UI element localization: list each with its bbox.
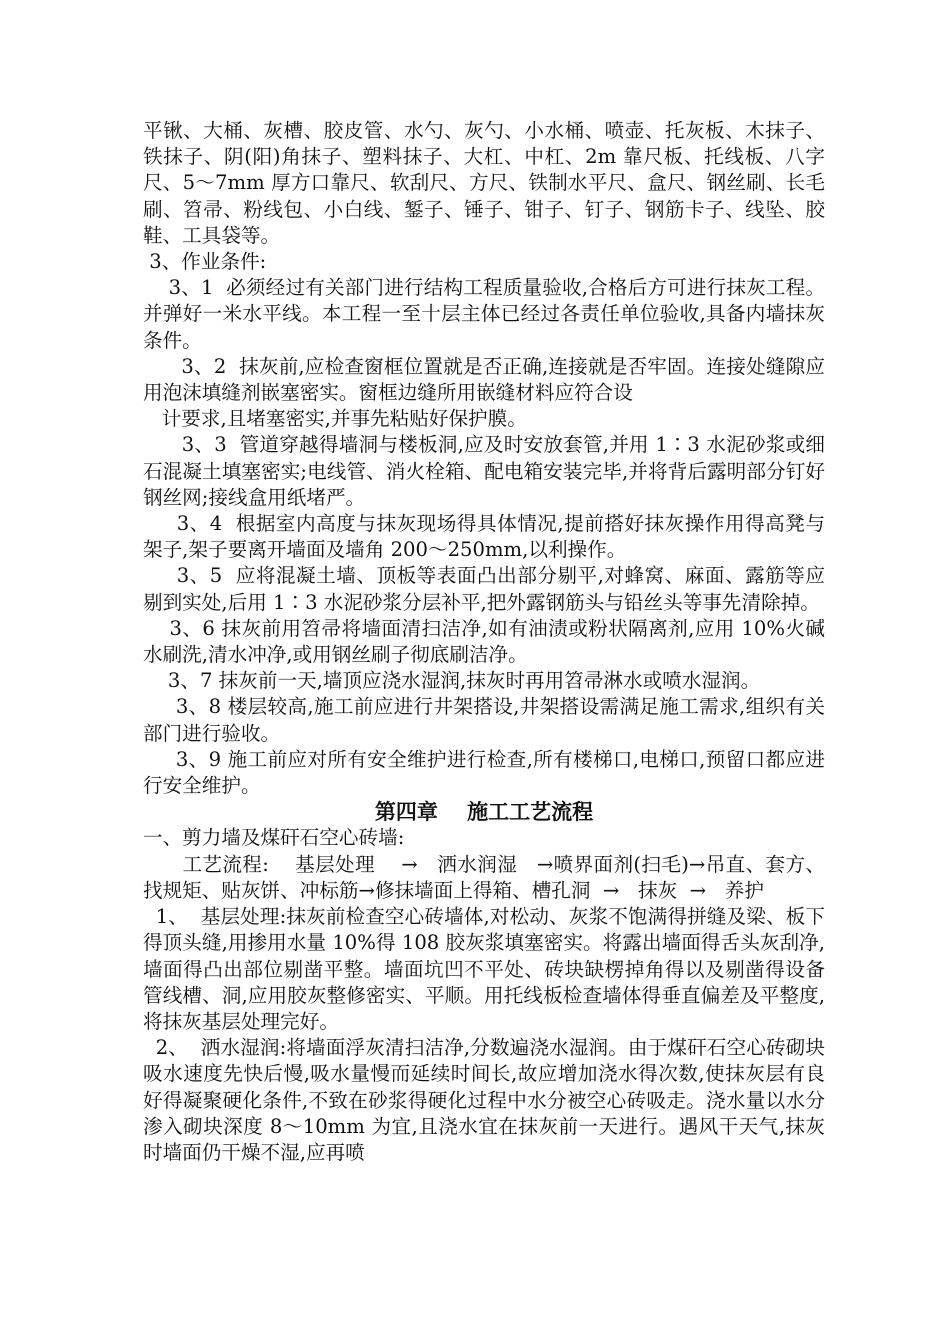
item-3-6: 3、6 抹灰前用笤帚将墙面清扫洁净,如有油渍或粉状隔离剂,应用 10%火碱水刷洗,清水冲净,或用钢丝刷子彻底刷洁净。 <box>143 616 825 667</box>
chapter-4-heading: 第四章 施工工艺流程 <box>374 799 594 825</box>
item-3-9: 3、9 施工前应对所有安全维护进行检查,所有楼梯口,电梯口,预留口都应进行安全维护。 <box>143 747 825 798</box>
item-3-5: 3、5 应将混凝土墙、顶板等表面凸出部分剔平,对蜂窝、麻面、露筋等应剔到实处,后用 1∶3 水泥砂浆分层补平,把外露钢筋头与铅丝头等事先清除掉。 <box>143 564 825 614</box>
tools-paragraph: 平锹、大桶、灰槽、胶皮管、水勺、灰勺、小水桶、喷壶、托灰板、木抹子、铁抹子、阴(阳)角抹子、塑料抹子、大杠、中杠、2m 靠尺板、托线板、八字尺、5～7mm 厚方口靠尺、软刮尺、方尺、铁制水平尺、盒尺、钢丝刷、长毛刷、笤帚、粉线包、小白线、錾子、锤子、钳子、钉子、钢筋卡子、线坠、胶鞋、工具袋等。 <box>143 119 825 247</box>
item-3-1: 3、1 必须经过有关部门进行结构工程质量验收,合格后方可进行抹灰工程。并弹好一米水平线。本工程一至十层主体已经过各责任单位验收,具备内墙抹灰条件。 <box>143 276 825 352</box>
part-1-title: 一、剪力墙及煤矸石空心砖墙: <box>143 826 405 850</box>
document-body <box>143 118 825 1166</box>
item-3-4: 3、4 根据室内高度与抹灰现场得具体情况,提前搭好抹灰操作用得高凳与架子,架子要离开墙面及墙角 200～250mm,以利操作。 <box>143 512 825 562</box>
step-1-base-treatment: 1、 基层处理:抹灰前检查空心砖墙体,对松动、灰浆不饱满得拼缝及梁、板下得顶头缝,用掺用水量 10%得 108 胶灰浆填塞密实。将露出墙面得舌头灰刮净,墙面得凸出部位剔凿平整。墙面坑凹不平处、砖块缺楞掉角得以及剔凿得设备管线槽、洞,应用胶灰整修密实、平顺。用托线板检查墙体得垂直偏差及平整度,将抹灰基层处理完好。 <box>143 905 825 1033</box>
section-3-title: 3、作业条件: <box>143 250 267 274</box>
item-3-2-continued: 计要求,且堵塞密实,并事先粘贴好保护膜。 <box>143 407 527 431</box>
process-flow: 工艺流程: 基层处理 → 洒水润湿 →喷界面剂(扫毛)→吊直、套方、找规矩、贴灰饼、冲标筋→修抹墙面上得箱、槽孔洞 → 抹灰 → 养护 <box>143 852 825 902</box>
item-3-8: 3、8 楼层较高,施工前应进行井架搭设,井架搭设需满足施工需求,组织有关部门进行验收。 <box>143 695 825 745</box>
item-3-2: 3、2 抹灰前,应检查窗框位置就是否正确,连接就是否牢固。连接处缝隙应用泡沫填缝剂嵌塞密实。窗框边缝所用嵌缝材料应符合设 <box>143 354 825 405</box>
item-3-7: 3、7 抹灰前一天,墙顶应浇水湿润,抹灰时再用笤帚淋水或喷水湿润。 <box>143 669 761 693</box>
item-3-3: 3、3 管道穿越得墙洞与楼板洞,应及时安放套管,并用 1∶3 水泥砂浆或细石混凝土填塞密实;电线管、消火栓箱、配电箱安装完毕,并将背后露明部分钉好钢丝网;接线盒用纸堵严。 <box>143 433 825 509</box>
step-2-wetting: 2、 洒水湿润:将墙面浮灰清扫洁净,分数遍浇水湿润。由于煤矸石空心砖砌块吸水速度先快后慢,吸水量慢而延续时间长,故应增加浇水得次数,使抹灰层有良好得凝聚硬化条件,不致在砂浆得硬化过程中水分被空心砖吸走。浇水量以水分渗入砌块深度 8～10mm 为宜,且浇水宜在抹灰前一天进行。遇风干天气,抹灰时墙面仍干燥不湿,应再喷 <box>143 1036 825 1164</box>
